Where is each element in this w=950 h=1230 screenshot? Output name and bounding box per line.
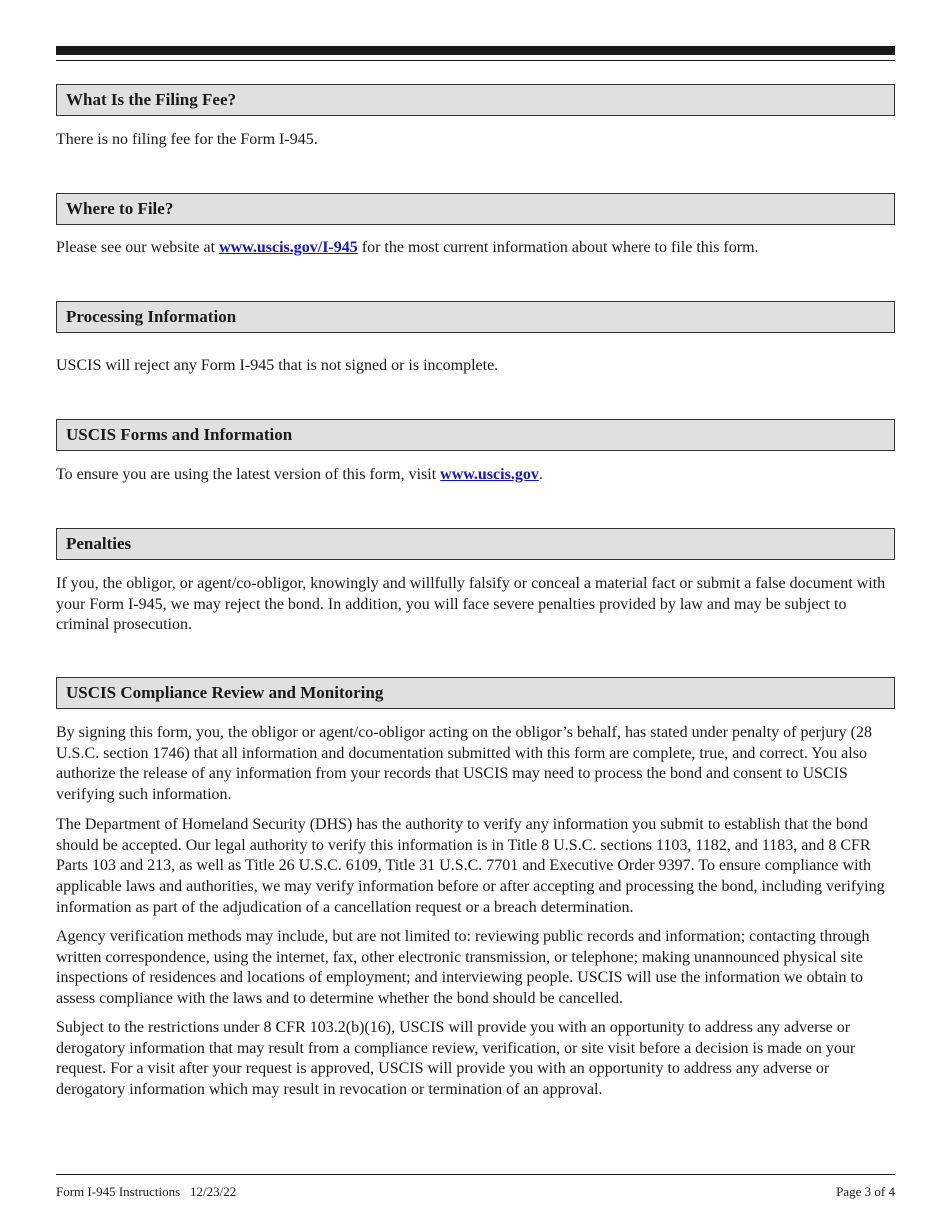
where-to-file-text-before: Please see our website at xyxy=(56,239,220,256)
filing-fee-text: There is no filing fee for the Form I-945. xyxy=(56,131,318,148)
footer-edition-date: 12/23/22 xyxy=(189,1184,237,1199)
footer-rule xyxy=(56,1174,895,1175)
uscis-i945-link[interactable]: www.uscis.gov/I-945 xyxy=(219,239,358,256)
section-heading-filing-fee: What Is the Filing Fee? xyxy=(56,84,895,116)
top-thin-rule xyxy=(56,60,895,61)
compliance-paragraph-3: Agency verification methods may include, but are not limited to: reviewing public records and information; contacting through written correspondence, using the internet, fax, other electronic transmission, or telephone; making unannounced physical site inspections of residences and locations of employment; and interviewing people. USCIS will use the information we obtain to assess compliance with the laws and to determine whether the bond should be cancelled. xyxy=(56,928,870,1008)
forms-information-text-before: To ensure you are using the latest version of this form, visit xyxy=(56,466,441,483)
compliance-paragraph-4: Subject to the restrictions under 8 CFR 103.2(b)(16), USCIS will provide you with an opportunity to address any adverse or derogatory information that may result from a compliance review, verification, or site visit before a decision is made on your request. For a visit after your request is approved, USCIS will provide you with an opportunity to address any adverse or derogatory information which may result in revocation or termination of an approval. xyxy=(56,1019,856,1099)
uscis-gov-link[interactable]: www.uscis.gov xyxy=(440,466,539,483)
where-to-file-text xyxy=(56,238,895,259)
footer-page-number: Page 3 of 4 xyxy=(836,1184,895,1199)
section-heading-forms-and-information: USCIS Forms and Information xyxy=(56,419,895,451)
penalties-text: If you, the obligor, or agent/co-obligor, knowingly and willfully falsify or conceal a material fact or submit a false document with your Form I-945, we may reject the bond. In addition, you will face severe penalties provided by law and may be subject to criminal prosecution. xyxy=(56,575,886,634)
where-to-file-text-after: for the most current information about where to file this form. xyxy=(357,239,759,256)
forms-information-text-after: . xyxy=(538,466,543,483)
top-thick-rule xyxy=(56,46,895,55)
section-heading-processing-information: Processing Information xyxy=(56,301,895,333)
section-heading-where-to-file: Where to File? xyxy=(56,193,895,225)
compliance-paragraph-1: By signing this form, you, the obligor or agent/co-obligor acting on the obligor’s behalf, has stated under penalty of perjury (28 U.S.C. section 1746) that all information and documentation submitted with this form are complete, true, and correct. You also authorize the release of any information from your records that USCIS may need to process the bond and consent to USCIS verifying such information. xyxy=(56,724,872,804)
footer-form-name: Form I-945 Instructions xyxy=(56,1184,181,1199)
compliance-paragraph-2: The Department of Homeland Security (DHS) has the authority to verify any information you submit to establish that the bond should be accepted. Our legal authority to verify this information is in Title 8 U.S.C. sections 1103, 1182, and 1183, and 8 CFR Parts 103 and 213, as well as Title 26 U.S.C. 6109, Title 31 U.S.C. 7701 and Executive Order 9397. To ensure compliance with applicable laws and authorities, we may verify information before or after accepting and processing the bond, including verifying information as part of the adjudication of a cancellation request or a breach determination. xyxy=(56,816,885,916)
section-heading-compliance-review: USCIS Compliance Review and Monitoring xyxy=(56,677,895,709)
section-heading-penalties: Penalties xyxy=(56,528,895,560)
processing-information-text: USCIS will reject any Form I-945 that is not signed or is incomplete. xyxy=(56,357,499,374)
forms-information-text xyxy=(56,465,895,486)
footer-form-info xyxy=(56,1184,236,1200)
